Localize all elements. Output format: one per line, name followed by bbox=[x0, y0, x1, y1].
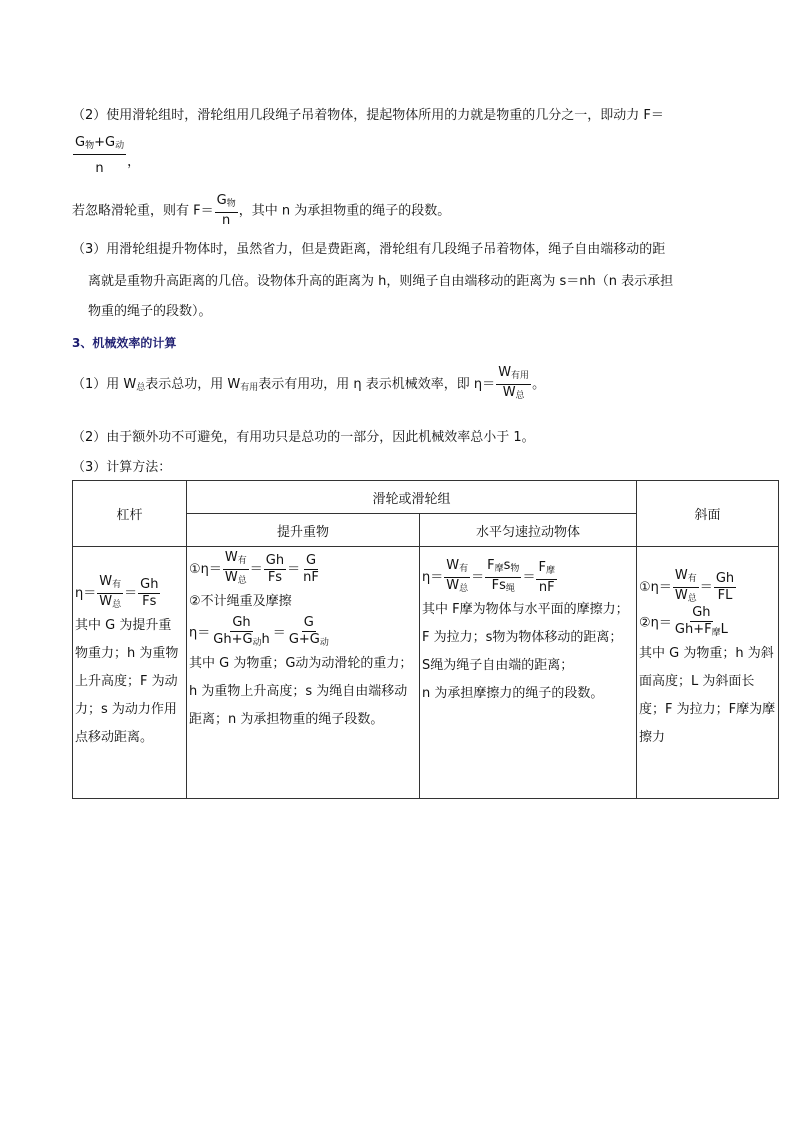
drag-description-1: 其中 F摩为物体与水平面的摩擦力； bbox=[422, 602, 629, 617]
header-horizontal-drag: 水平匀速拉动物体 bbox=[420, 514, 637, 547]
lever-formula: η＝ $\frac{W_有}{W_总}$ ＝ $\frac{Gh}{Fs}$ bbox=[75, 574, 159, 610]
distance-paragraph-line1: （3）用滑轮组提升物体时，虽然省力，但是费距离，滑轮组有几段绳子吊着物体，绳子自由端移动的距 bbox=[72, 242, 666, 257]
force-fraction-simple: $\frac{G_物}{n}$ bbox=[216, 193, 236, 228]
incline-description: 其中 G 为物重；h 为斜面高度；L 为斜面长度；F 为拉力；F摩为摩擦力 bbox=[639, 646, 776, 745]
force-fraction: $\frac{G_物+G_动}{n}$ bbox=[75, 135, 125, 176]
incline-formula-1: ①η＝ $\frac{W_有}{W_总}$ ＝ $\frac{Gh}{FL}$ bbox=[639, 568, 735, 604]
force-formula-full: $\frac{G_物+G_动}{n}$ ， bbox=[75, 135, 141, 176]
incline-formula-2: ②η＝ $\frac{Gh}{Gh+F_摩L}$ bbox=[639, 605, 728, 638]
pulley-force-paragraph: （2）使用滑轮组时，滑轮组用几段绳子吊着物体，提起物体所用的力就是物重的几分之一，即动力 F＝ bbox=[72, 108, 664, 123]
header-incline: 斜面 bbox=[637, 481, 779, 547]
lift-formula-1: ①η＝ $\frac{W_有}{W_总}$ ＝ $\frac{Gh}{Fs}$ ＝ $\frac{G}{nF}$ bbox=[189, 550, 319, 586]
ignore-pulley-weight-line: 若忽略滑轮重，则有 F＝ $\frac{G_物}{n}$ ，其中 n 为承担物重的绳子的段数。 bbox=[72, 193, 451, 228]
header-lever: 杠杆 bbox=[73, 481, 187, 547]
header-pulley: 滑轮或滑轮组 bbox=[187, 481, 637, 514]
header-lift-weight: 提升重物 bbox=[187, 514, 420, 547]
drag-description-4: n 为承担摩擦力的绳子的段数。 bbox=[422, 686, 604, 701]
cell-horizontal-drag bbox=[420, 547, 637, 799]
cell-incline bbox=[637, 547, 779, 799]
efficiency-less-than-one: （2）由于额外功不可避免，有用功只是总功的一部分，因此机械效率总小于 1。 bbox=[72, 430, 535, 445]
efficiency-definition: （1）用 $W_总$表示总功，用 $W_{有用}$表示有用功，用 η 表示机械效率，即 η＝ $\frac{W_{有用}}{W_总}$ 。 bbox=[72, 365, 546, 401]
distance-paragraph-line3: 物重的绳子的段数）。 bbox=[88, 304, 212, 319]
drag-description-3: S绳为绳子自由端的距离； bbox=[422, 658, 574, 673]
distance-paragraph-line2: 离就是重物升高距离的几倍。设物体升高的距离为 h，则绳子自由端移动的距离为 s＝nh（n 表示承担 bbox=[88, 274, 674, 289]
calculation-method-label: （3）计算方法： bbox=[72, 460, 172, 475]
cell-lever bbox=[73, 547, 187, 799]
lift-formula-2: η＝ $\frac{Gh}{Gh+G_动h}$ ＝ $\frac{G}{G+G_动}$ bbox=[189, 615, 329, 648]
efficiency-table bbox=[72, 480, 779, 799]
lift-note: ②不计绳重及摩擦 bbox=[189, 594, 292, 609]
section-heading: 3、机械效率的计算 bbox=[72, 336, 177, 350]
efficiency-fraction: $\frac{W_{有用}}{W_总}$ bbox=[498, 365, 530, 401]
lift-description: 其中 G 为物重；G动为动滑轮的重力；h 为重物上升高度；s 为绳自由端移动距离；n 为承担物重的绳子段数。 bbox=[189, 656, 413, 727]
cell-lift-weight bbox=[187, 547, 420, 799]
drag-description-2: F 为拉力；s物为物体移动的距离； bbox=[422, 630, 623, 645]
drag-formula: η＝ $\frac{W_有}{W_总}$ ＝ $\frac{F_摩s_物}{Fs_绳}$ ＝ $\frac{F_摩}{nF}$ bbox=[422, 558, 555, 595]
lever-description: 其中 G 为提升重物重力；h 为重物上升高度；F 为动力；s 为动力作用点移动距离。 bbox=[75, 618, 179, 745]
